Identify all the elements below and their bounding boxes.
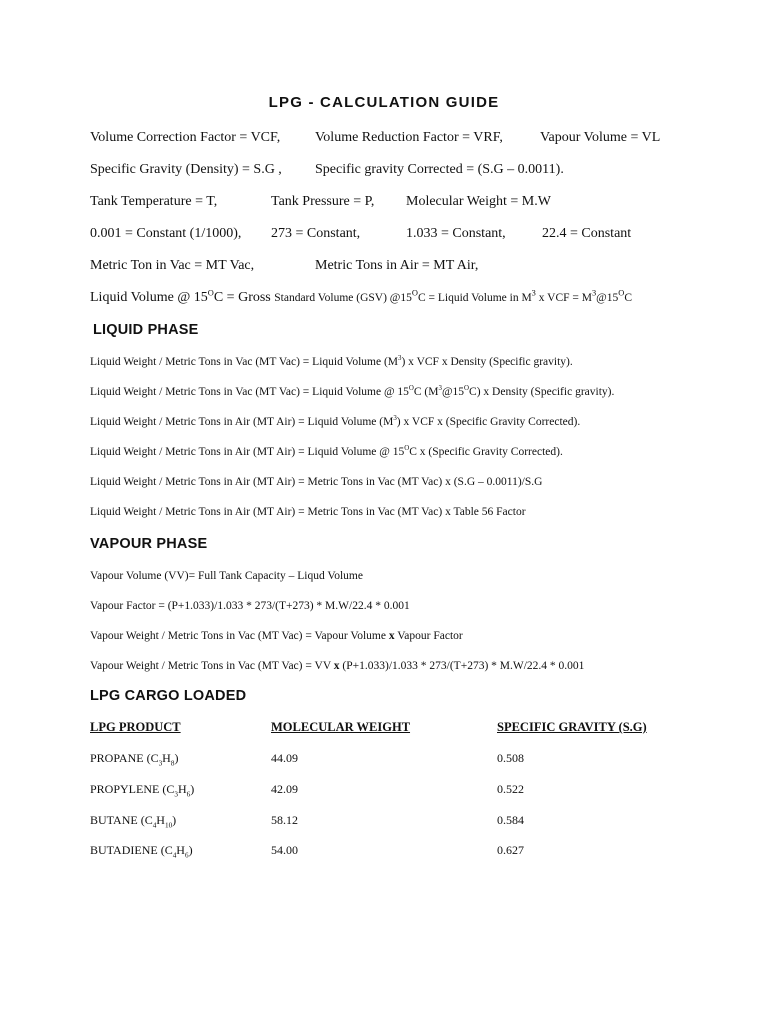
definition-sg-corrected: Specific gravity Corrected = (S.G – 0.0011). [315,162,564,177]
liquid-phase-heading: LIQUID PHASE [93,322,199,338]
cell-specific-gravity: 0.627 [497,843,524,857]
cell-molecular-weight: 42.09 [271,782,298,796]
definition-vcf: Volume Correction Factor = VCF, [90,130,281,145]
definition-mt-air: Metric Tons in Air = MT Air, [315,258,479,273]
cell-product: BUTADIENE $(C_4H_6)$ [90,843,193,860]
vapour-formula-2: Vapour Factor = (P+1.033)/1.033 * 273/(T+273) * M.W/22.4 * 0.001 [90,600,410,612]
definition-molecular-weight: Molecular Weight = M.W [406,194,551,209]
cell-product: PROPANE $(C_3H_8)$ [90,751,179,768]
liquid-formula-3: Liquid Weight / Metric Tons in Air (MT Air) = Liquid Volume $(M^3)$ x VCF x (Specific Gravity Corrected). [90,415,581,428]
page-title: LPG - CALCULATION GUIDE [268,94,500,111]
vapour-formula-1: Vapour Volume (VV)= Full Tank Capacity – Liqud Volume [90,570,363,582]
cell-product: PROPYLENE $(C_3H_6)$ [90,782,195,799]
cell-molecular-weight: 44.09 [271,751,298,765]
liquid-formula-1: Liquid Weight / Metric Tons in Vac (MT Vac) = Liquid Volume $(M^3)$ x VCF x Density (Specific gravity). [90,355,573,368]
liquid-formula-6: Liquid Weight / Metric Tons in Air (MT Air) = Metric Tons in Vac (MT Vac) x Table 56 Factor [90,506,526,518]
cell-product: BUTANE $(C_4H_{10})$ [90,813,177,830]
definition-constant-1033: 1.033 = Constant, [406,226,506,241]
definition-gsv: Liquid Volume @ $15^OC$ = Gross Standard Volume (GSV) $@15^OC$ = Liquid Volume in $M^3$ x VCF = $M^3@15^OC$ [90,288,632,305]
header-molecular-weight: MOLECULAR WEIGHT [271,720,411,734]
vapour-phase-heading: VAPOUR PHASE [90,536,208,552]
vapour-formula-4: Vapour Weight / Metric Tons in Vac (MT Vac) = VV x (P+1.033)/1.033 * 273/(T+273) * M.W/22.4 * 0.001 [90,660,585,672]
definition-vl: Vapour Volume = VL [540,130,661,145]
definition-constant-224: 22.4 = Constant [542,226,632,241]
cell-specific-gravity: 0.508 [497,751,524,765]
liquid-formula-4: Liquid Weight / Metric Tons in Air (MT Air) = Liquid Volume @ $15^OC$ x (Specific Gravity Corrected). [90,445,563,458]
liquid-formula-2: Liquid Weight / Metric Tons in Vac (MT Vac) = Liquid Volume @ $15^OC$ $(M^3@15^OC)$ x Density (Specific gravity). [90,385,615,398]
cell-specific-gravity: 0.584 [497,813,524,827]
definition-temperature: Tank Temperature = T, [90,194,218,209]
header-specific-gravity: SPECIFIC GRAVITY (S.G) [497,720,647,734]
definition-sg: Specific Gravity (Density) = S.G , [90,162,282,177]
liquid-formula-5: Liquid Weight / Metric Tons in Air (MT Air) = Metric Tons in Vac (MT Vac) x (S.G – 0.0011)/S.G [90,476,543,488]
cell-molecular-weight: 54.00 [271,843,298,857]
cargo-heading: LPG CARGO LOADED [90,688,247,704]
definition-pressure: Tank Pressure = P, [271,194,375,209]
header-product: LPG PRODUCT [90,720,181,734]
definition-vrf: Volume Reduction Factor = VRF, [315,130,503,145]
vapour-formula-3: Vapour Weight / Metric Tons in Vac (MT Vac) = Vapour Volume x Vapour Factor [90,630,463,642]
definition-constant-0001: 0.001 = Constant (1/1000), [90,226,242,241]
cell-molecular-weight: 58.12 [271,813,298,827]
cell-specific-gravity: 0.522 [497,782,524,796]
definition-mt-vac: Metric Ton in Vac = MT Vac, [90,258,255,273]
definition-constant-273: 273 = Constant, [271,226,361,241]
